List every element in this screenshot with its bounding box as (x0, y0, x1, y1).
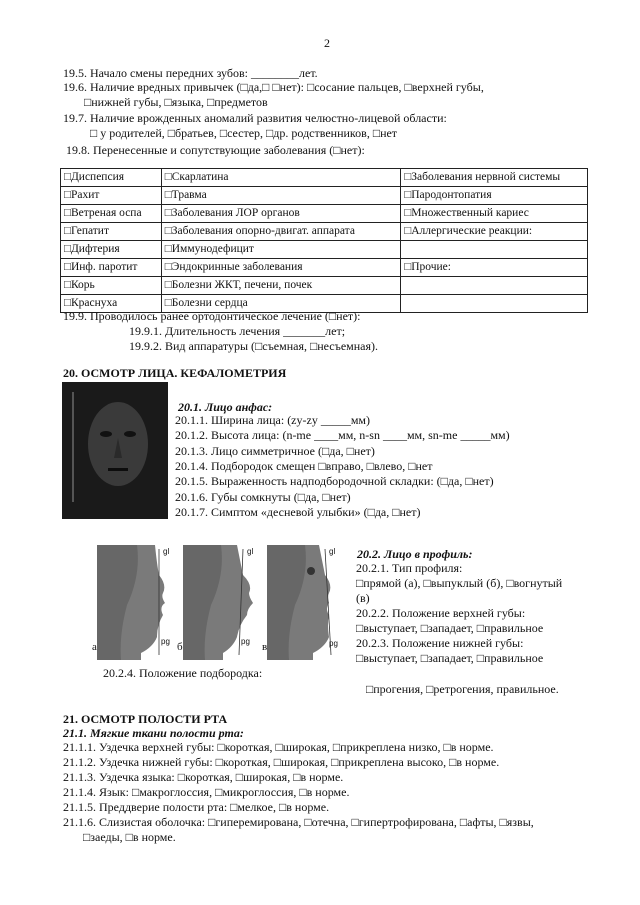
disease-cell[interactable]: □Диспепсия (61, 169, 162, 187)
item-20-2-4-options: □прогения, □ретрогения, правильное. (366, 682, 559, 696)
form-line: 21.1.4. Язык: □макроглоссия, □микроглоссия, □в норме. (63, 785, 350, 799)
disease-row (61, 169, 588, 187)
disease-cell[interactable] (401, 277, 588, 295)
item-19-5: 19.5. Начало смены передних зубов: ________лет. (63, 66, 318, 80)
disease-cell[interactable]: □Эндокринные заболевания (161, 259, 400, 277)
form-line: □прямой (а), □выпуклый (б), □вогнутый (356, 576, 563, 590)
disease-cell[interactable]: □Краснуха (61, 295, 162, 313)
disease-cell[interactable]: □Болезни сердца (161, 295, 400, 313)
disease-cell[interactable]: □Рахит (61, 187, 162, 205)
diseases-table (60, 168, 588, 313)
profile-a-pg-label: pg (161, 637, 170, 646)
form-line: 20.2.2. Положение верхней губы: (356, 606, 526, 620)
disease-cell[interactable]: □Заболевания ЛОР органов (161, 205, 400, 223)
form-line: 21.1.5. Преддверие полости рта: □мелкое, □в норме. (63, 800, 330, 814)
disease-row (61, 223, 588, 241)
disease-cell[interactable]: □Ветреная оспа (61, 205, 162, 223)
subsection-20-1-title: 20.1. Лицо анфас: (178, 400, 273, 414)
profile-a-label: а (92, 641, 97, 653)
section-20-heading: 20. ОСМОТР ЛИЦА. КЕФАЛОМЕТРИЯ (63, 366, 287, 380)
profile-image-v (267, 545, 345, 660)
form-line: 20.1.3. Лицо симметричное (□да, □нет) (175, 443, 375, 458)
disease-cell[interactable]: □Болезни ЖКТ, печени, почек (161, 277, 400, 295)
form-line: □выступает, □западает, □правильное (356, 621, 544, 635)
disease-row (61, 241, 588, 259)
subsection-20-2-title: 20.2. Лицо в профиль: (357, 547, 473, 561)
disease-cell[interactable]: □Заболевания нервной системы (401, 169, 588, 187)
profile-b-label: б (177, 641, 183, 653)
form-line: 21.1.2. Уздечка нижней губы: □короткая, □широкая, □прикреплена высоко, □в норме. (63, 755, 500, 769)
form-line: 20.2.3. Положение нижней губы: (356, 636, 524, 650)
form-line: 21.1.1. Уздечка верхней губы: □короткая, □широкая, □прикреплена низко, □в норме. (63, 740, 494, 754)
form-line: 20.1.1. Ширина лица: (zy-zy _____мм) (175, 413, 371, 427)
form-line: □выступает, □западает, □правильное (356, 651, 544, 665)
subsection-21-1-title: 21.1. Мягкие ткани полости рта: (63, 726, 244, 740)
disease-cell[interactable]: □Иммунодефицит (161, 241, 400, 259)
item-19-6: 19.6. Наличие вредных привычек (□да,□ □нет): □сосание пальцев, □верхней губы, (63, 80, 484, 94)
form-line: 21.1.3. Уздечка языка: □короткая, □широкая, □в норме. (63, 770, 344, 784)
form-line: 20.1.7. Симптом «десневой улыбки» (□да, □нет) (175, 504, 421, 519)
disease-cell[interactable]: □Инф. паротит (61, 259, 162, 277)
form-line: 21.1.6. Слизистая оболочка: □гиперемирована, □отечна, □гипертрофирована, □афты, □язвы, (63, 815, 534, 829)
disease-cell[interactable] (401, 241, 588, 259)
disease-cell[interactable]: □Гепатит (61, 223, 162, 241)
profile-b-gl-label: gl (247, 547, 254, 556)
face-frontal-photo (62, 382, 168, 519)
disease-cell[interactable]: □Травма (161, 187, 400, 205)
disease-cell[interactable]: □Аллергические реакции: (401, 223, 588, 241)
form-line: 20.1.5. Выраженность надподбородочной складки: (□да, □нет) (175, 474, 494, 489)
disease-row (61, 187, 588, 205)
disease-row (61, 259, 588, 277)
item-19-8: 19.8. Перенесенные и сопутствующие заболевания (□нет): (66, 143, 365, 157)
disease-cell[interactable]: □Множественный кариес (401, 205, 588, 223)
profile-v-pg-label: pg (329, 639, 338, 648)
form-line: 20.1.4. Подбородок смещен □вправо, □влево, □нет (175, 458, 433, 473)
disease-row (61, 277, 588, 295)
item-19-7-cont: □ у родителей, □братьев, □сестер, □др. родственников, □нет (90, 126, 398, 140)
item-19-9-1: 19.9.1. Длительность лечения _______лет; (129, 324, 346, 338)
form-line: 20.2.1. Тип профиля: (356, 561, 463, 575)
profile-b-pg-label: pg (241, 637, 250, 646)
item-19-9: 19.9. Проводилось ранее ортодонтическое лечение (□нет): (63, 309, 361, 323)
item-19-9-2: 19.9.2. Вид аппаратуры (□съемная, □несъемная). (129, 339, 379, 353)
profile-a-gl-label: gl (163, 547, 170, 556)
disease-cell[interactable]: □Корь (61, 277, 162, 295)
disease-cell[interactable]: □Пародонтопатия (401, 187, 588, 205)
page-number: 2 (324, 36, 330, 50)
form-line: 20.1.6. Губы сомкнуты (□да, □нет) (175, 489, 351, 504)
item-19-6-cont: □нижней губы, □языка, □предметов (84, 95, 268, 109)
profile-v-gl-label: gl (329, 547, 336, 556)
form-line: 20.1.2. Высота лица: (n-me ____мм, n-sn ____мм, sn-me _____мм) (175, 428, 510, 443)
disease-cell[interactable]: □Заболевания опорно-двигат. аппарата (161, 223, 400, 241)
profile-v-label: в (262, 641, 268, 653)
form-line: □заеды, □в норме. (83, 830, 176, 844)
item-19-7: 19.7. Наличие врожденных аномалий развития челюстно-лицевой области: (63, 111, 447, 125)
disease-cell[interactable]: □Дифтерия (61, 241, 162, 259)
profile-image-a (97, 545, 175, 660)
disease-cell[interactable] (401, 295, 588, 313)
profile-image-b (183, 545, 261, 660)
disease-row (61, 205, 588, 223)
form-line: (в) (356, 591, 370, 605)
item-20-2-4: 20.2.4. Положение подбородка: (103, 666, 263, 680)
section-21-heading: 21. ОСМОТР ПОЛОСТИ РТА (63, 712, 228, 726)
disease-cell[interactable]: □Прочие: (401, 259, 588, 277)
disease-cell[interactable]: □Скарлатина (161, 169, 400, 187)
